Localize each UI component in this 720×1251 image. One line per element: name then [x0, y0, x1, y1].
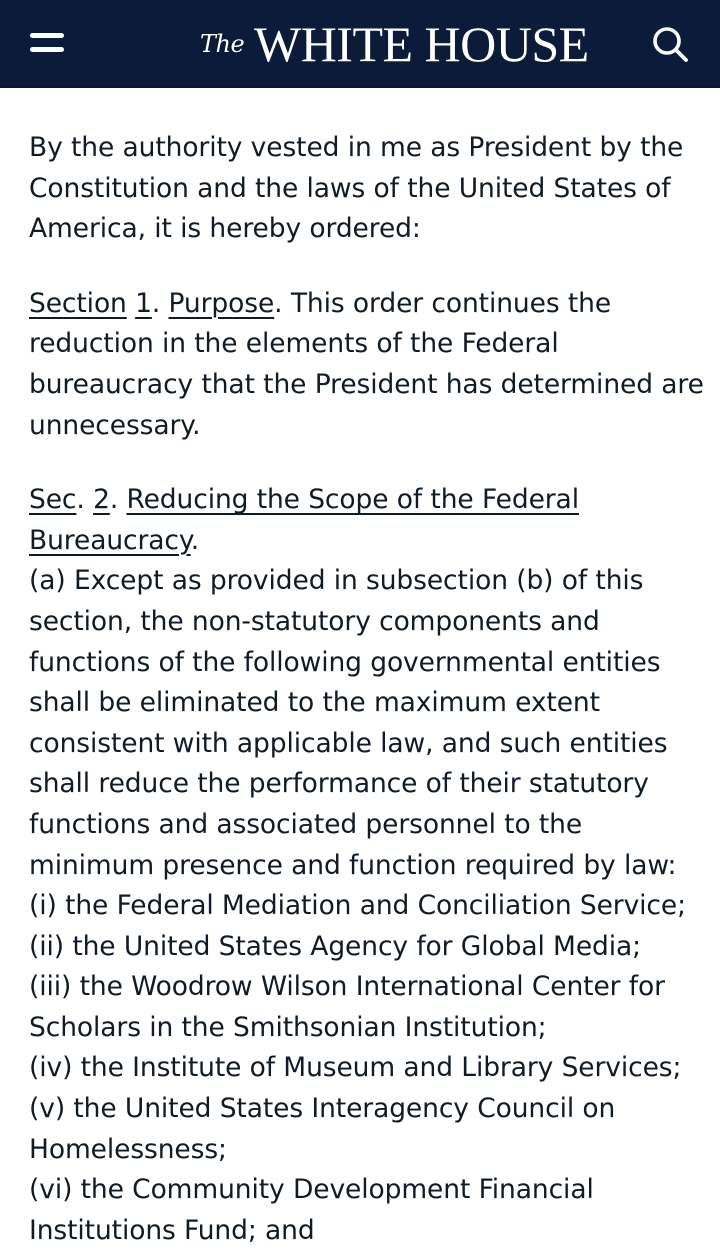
hamburger-menu-icon[interactable]: [28, 27, 68, 61]
menu-bar-bottom: [30, 47, 64, 52]
list-item: (i) the Federal Mediation and Conciliation Service;: [29, 890, 686, 922]
section-2-subsection-a: (a) Except as provided in subsection (b) of this section, the non-statutory components and functions of the following governmental entities shall be eliminated to the maximum extent consistent with applicable law, and such entities shall reduce the performance of their statutory functions and associated personnel to the minimum presence and function required by law:: [29, 565, 677, 881]
section-1-heading: Purpose: [168, 287, 275, 319]
site-logo[interactable]: [200, 14, 589, 74]
search-icon[interactable]: [648, 22, 692, 66]
list-item: (iii) the Woodrow Wilson International Center for Scholars in the Smithsonian Institution;: [29, 971, 665, 1043]
brand-name: WHITE HOUSE: [254, 16, 589, 72]
intro-paragraph: By the authority vested in me as President by the Constitution and the laws of the United States of America, it is hereby ordered:: [29, 132, 684, 245]
list-item: (v) the United States Interagency Council on Homelessness;: [29, 1093, 616, 1165]
site-header: [0, 0, 720, 88]
section-2-label-word: Sec: [29, 484, 77, 516]
section-2-label-number: 2: [93, 484, 110, 516]
brand-prefix: The: [200, 30, 245, 58]
section-1-paragraph: Section 1. Purpose. This order continues the reduction in the elements of the Federal bureaucracy that the President has determined are unnecessary.: [29, 287, 704, 441]
section-2-heading-paragraph: Sec. 2. Reducing the Scope of the Federal Bureaucracy.: [29, 484, 579, 556]
list-item: (iv) the Institute of Museum and Library Services;: [29, 1052, 682, 1084]
executive-order-text: [29, 128, 709, 1251]
list-item: (ii) the United States Agency for Global Media;: [29, 930, 641, 962]
section-1-label-number: 1: [135, 287, 152, 319]
section-1-text: This order continues the reduction in the elements of the Federal bureaucracy that the President has determined are unnecessary.: [29, 287, 704, 441]
section-1-label-word: Section: [29, 287, 127, 319]
section-2-heading: Reducing the Scope of the Federal Bureaucracy: [29, 484, 579, 556]
search-icon-glyph: [648, 22, 692, 66]
list-item: (vi) the Community Development Financial Institutions Fund; and: [29, 1174, 594, 1246]
menu-bar-top: [30, 33, 64, 38]
